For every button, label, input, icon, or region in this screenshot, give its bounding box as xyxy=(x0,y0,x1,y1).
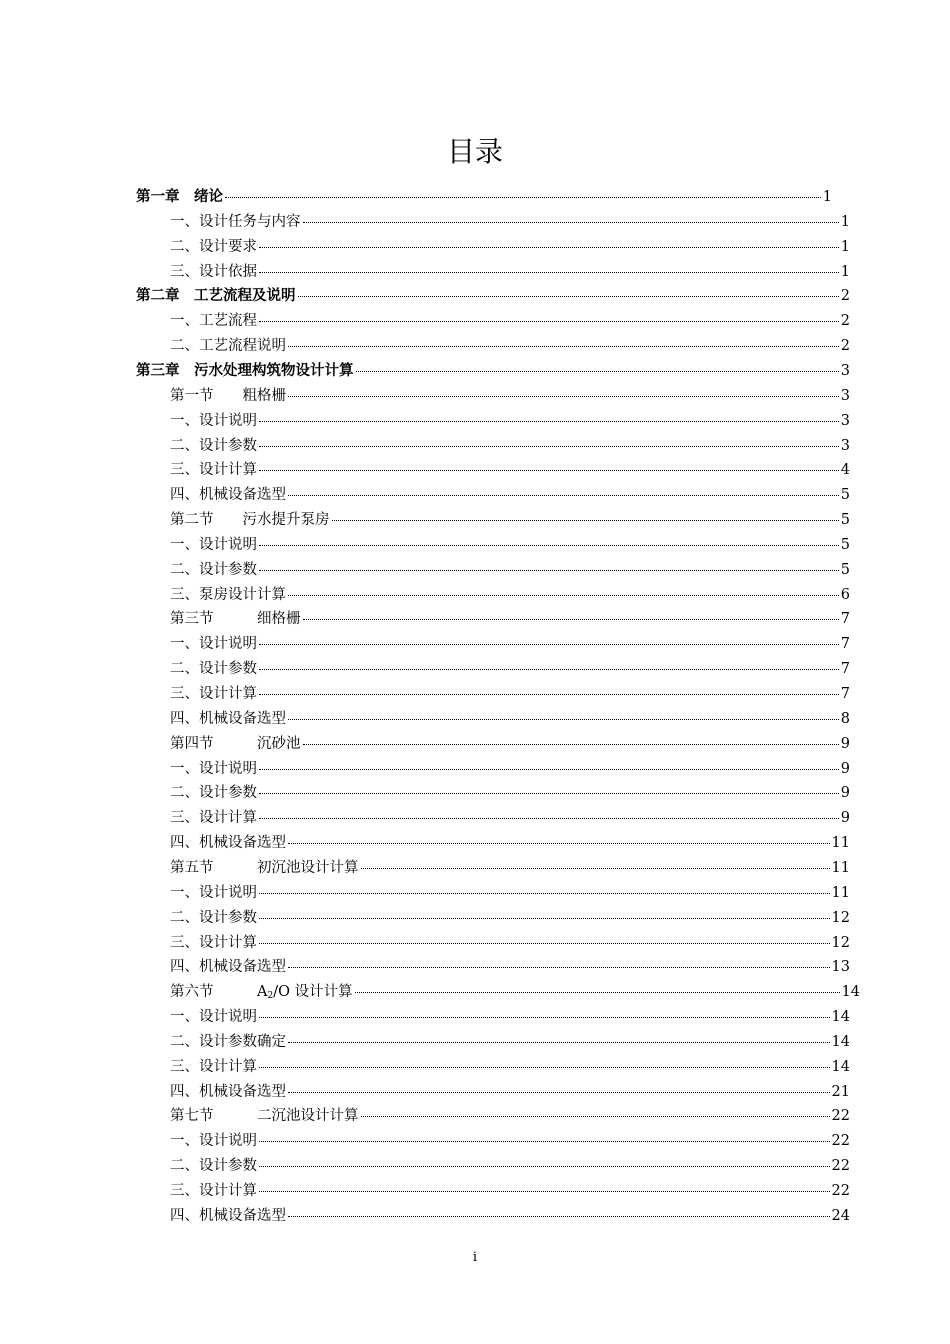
toc-entry-label: 第六节 $A_2/O$ 设计计算 xyxy=(170,984,353,1002)
toc-entry-label: 一、设计说明 xyxy=(170,760,257,777)
toc-leader-dots xyxy=(303,609,839,620)
toc-leader-dots xyxy=(259,460,839,471)
toc-entry-page: 4 xyxy=(840,462,850,479)
toc-leader-dots xyxy=(259,759,839,770)
toc-leader-dots xyxy=(259,237,839,248)
toc-entry-page: 12 xyxy=(831,909,850,926)
toc-entry-page: 24 xyxy=(831,1207,850,1224)
toc-entry-label: 一、设计说明 xyxy=(170,412,257,429)
toc-entry[interactable] xyxy=(170,1155,850,1177)
toc-leader-dots xyxy=(303,734,839,745)
toc-leader-dots xyxy=(259,311,839,322)
toc-entry-label: 一、设计说明 xyxy=(170,536,257,553)
toc-leader-dots xyxy=(288,833,830,844)
toc-entry[interactable] xyxy=(170,1105,850,1127)
toc-entry-page: 22 xyxy=(831,1183,850,1199)
toc-entry-label: 四、机械设备选型 xyxy=(170,1207,286,1224)
toc-entry[interactable] xyxy=(136,360,850,382)
toc-entry-label: 三、设计计算 xyxy=(170,1058,257,1075)
toc-entry[interactable] xyxy=(170,758,850,780)
toc-entry[interactable] xyxy=(170,1205,850,1227)
toc-entry[interactable] xyxy=(170,733,850,755)
toc-entry[interactable] xyxy=(170,882,850,904)
toc-entry[interactable] xyxy=(170,1056,850,1078)
toc-entry[interactable] xyxy=(170,981,860,1003)
toc-leader-dots xyxy=(288,1032,830,1043)
toc-entry-label: 三、设计计算 xyxy=(170,1183,257,1199)
toc-entry-page: 2 xyxy=(840,338,850,355)
toc-entry[interactable] xyxy=(170,385,850,407)
toc-entry-label: 二、工艺流程说明 xyxy=(170,338,286,355)
toc-entry-page: 3 xyxy=(840,412,850,429)
toc-entry[interactable] xyxy=(170,559,850,581)
toc-entry-label: 三、设计计算 xyxy=(170,462,257,479)
toc-leader-dots xyxy=(259,262,839,273)
toc-entry-label: 一、工艺流程 xyxy=(170,313,257,330)
toc-entry-label: 二、设计参数 xyxy=(170,437,257,454)
toc-leader-dots xyxy=(288,1082,830,1093)
toc-entry-page: 2 xyxy=(840,313,850,330)
toc-entry-label: 四、机械设备选型 xyxy=(170,487,286,504)
toc-entry-page: 7 xyxy=(840,686,850,702)
toc-entry-page: 21 xyxy=(831,1083,850,1100)
toc-leader-dots xyxy=(259,411,839,422)
toc-leader-dots xyxy=(259,1007,830,1018)
toc-entry-label: 第二章 工艺流程及说明 xyxy=(136,287,296,305)
toc-leader-dots xyxy=(259,560,839,571)
toc-entry-label: 四、机械设备选型 xyxy=(170,710,286,727)
toc-entry-page: 14 xyxy=(841,984,860,1001)
toc-leader-dots xyxy=(303,212,839,223)
toc-entry-label: 四、机械设备选型 xyxy=(170,1083,286,1100)
toc-leader-dots xyxy=(259,1131,830,1142)
toc-entry-label: 二、设计参数 xyxy=(170,1158,257,1175)
toc-entry[interactable] xyxy=(170,633,850,655)
toc-entry-page: 9 xyxy=(840,760,850,777)
toc-leader-dots xyxy=(225,187,821,198)
toc-entry-page: 11 xyxy=(831,884,850,901)
toc-entry-page: 7 xyxy=(840,636,850,653)
toc-entry-page: 11 xyxy=(831,835,850,852)
toc-entry-page: 7 xyxy=(840,611,850,628)
toc-entry-page: 3 xyxy=(840,437,850,454)
toc-entry-page: 14 xyxy=(831,1058,850,1075)
toc-leader-dots xyxy=(259,634,839,645)
toc-entry-page: 1 xyxy=(840,213,850,230)
toc-entry-page: 22 xyxy=(831,1133,850,1150)
toc-entry[interactable] xyxy=(170,1180,850,1202)
toc-entry[interactable] xyxy=(170,261,850,283)
toc-entry-label: 第三节 细格栅 xyxy=(170,611,301,628)
page-title: 目录 xyxy=(446,135,503,168)
toc-entry[interactable] xyxy=(170,956,850,978)
toc-leader-dots xyxy=(259,659,839,670)
toc-entry-label: 四、机械设备选型 xyxy=(170,959,286,976)
toc-leader-dots xyxy=(361,858,830,869)
toc-leader-dots xyxy=(259,684,839,695)
toc-entry[interactable] xyxy=(170,484,850,506)
toc-entry-page: 3 xyxy=(840,362,850,379)
toc-entry[interactable] xyxy=(170,211,850,233)
toc-entry-page: 1 xyxy=(840,238,850,255)
toc-entry[interactable] xyxy=(136,285,850,307)
toc-entry-label: 二、设计参数 xyxy=(170,661,257,678)
toc-entry[interactable] xyxy=(170,410,850,432)
toc-entry-label: 一、设计说明 xyxy=(170,1009,257,1026)
toc-entry-page: 9 xyxy=(840,735,850,752)
toc-entry-page: 5 xyxy=(840,512,850,529)
toc-leader-dots xyxy=(259,908,830,919)
toc-entry-label: 二、设计要求 xyxy=(170,238,257,255)
toc-entry[interactable] xyxy=(170,509,850,531)
toc-leader-dots xyxy=(288,709,839,720)
toc-entry-page: 13 xyxy=(831,959,850,976)
toc-leader-dots xyxy=(288,1206,830,1217)
toc-entry-label: 三、泵房设计计算 xyxy=(170,586,286,603)
toc-entry-label: 第四节 沉砂池 xyxy=(170,735,301,752)
toc-entry[interactable] xyxy=(170,1081,850,1103)
toc-entry-label: 三、设计计算 xyxy=(170,934,257,951)
toc-entry-label: 一、设计说明 xyxy=(170,884,257,901)
toc-entry[interactable] xyxy=(170,534,850,556)
toc-leader-dots xyxy=(259,1156,830,1167)
toc-entry[interactable] xyxy=(170,683,850,705)
toc-entry-page: 2 xyxy=(840,288,850,305)
toc-entry-label: 第五节 初沉池设计计算 xyxy=(170,859,359,876)
toc-entry-label: 三、设计计算 xyxy=(170,686,257,702)
toc-leader-dots xyxy=(288,957,830,968)
toc-entry-page: 1 xyxy=(822,189,832,205)
toc-entry[interactable] xyxy=(170,1130,850,1152)
toc-entry[interactable] xyxy=(170,832,850,854)
toc-leader-dots xyxy=(259,535,839,546)
toc-entry[interactable] xyxy=(170,584,850,606)
toc-entry[interactable] xyxy=(136,186,832,208)
toc-entry[interactable] xyxy=(170,708,850,730)
toc-entry-page: 6 xyxy=(840,586,850,603)
toc-entry[interactable] xyxy=(170,932,850,954)
toc-entry-label: 二、设计参数 xyxy=(170,785,257,802)
toc-leader-dots xyxy=(356,361,839,372)
toc-entry-page: 5 xyxy=(840,561,850,578)
toc-entry-page: 9 xyxy=(840,785,850,802)
toc-entry-page: 5 xyxy=(840,536,850,553)
toc-entry-page: 22 xyxy=(831,1108,850,1125)
toc-leader-dots xyxy=(259,783,839,794)
toc-entry-page: 8 xyxy=(840,710,850,727)
toc-entry-page: 12 xyxy=(831,934,850,951)
toc-leader-dots xyxy=(259,933,830,944)
toc-leader-dots xyxy=(288,336,839,347)
toc-entry-label: 一、设计说明 xyxy=(170,1133,257,1150)
toc-leader-dots xyxy=(259,436,839,447)
toc-entry-label: 一、设计说明 xyxy=(170,636,257,653)
toc-entry-page: 5 xyxy=(840,487,850,504)
toc-entry-label: 第二节 污水提升泵房 xyxy=(170,512,330,529)
toc-entry-label: 一、设计任务与内容 xyxy=(170,213,301,230)
toc-entry[interactable] xyxy=(170,236,850,258)
toc-entry-page: 7 xyxy=(840,661,850,678)
toc-leader-dots xyxy=(259,808,839,819)
toc-entry-label: 第三章 污水处理构筑物设计计算 xyxy=(136,361,354,379)
toc-leader-dots xyxy=(361,1106,830,1117)
toc-leader-dots xyxy=(259,883,830,894)
toc-entry[interactable] xyxy=(170,310,850,332)
toc-leader-dots xyxy=(259,1057,830,1068)
toc-entry-label: 二、设计参数确定 xyxy=(170,1033,286,1050)
page-number-footer: i xyxy=(472,1250,478,1265)
toc-entry[interactable] xyxy=(170,857,850,879)
toc-leader-dots xyxy=(259,1181,830,1192)
toc-entry-label: 三、设计计算 xyxy=(170,810,257,827)
toc-entry-label: 三、设计依据 xyxy=(170,263,257,280)
toc-entry-page: 11 xyxy=(831,859,850,876)
toc-entry-label: 四、机械设备选型 xyxy=(170,835,286,852)
toc-entry[interactable] xyxy=(170,782,850,804)
toc-entry-page: 22 xyxy=(831,1158,850,1175)
toc-entry-label: 第一章 绪论 xyxy=(136,188,223,205)
toc-entry-label: 二、设计参数 xyxy=(170,561,257,578)
toc-entry[interactable] xyxy=(170,807,850,829)
toc-entry-label: 第一节 粗格栅 xyxy=(170,387,286,404)
toc-entry-page: 1 xyxy=(840,263,850,280)
toc-leader-dots xyxy=(355,982,840,993)
toc-entry[interactable] xyxy=(170,335,850,357)
toc-entry[interactable] xyxy=(170,1006,850,1028)
toc-entry-page: 9 xyxy=(840,810,850,827)
toc-entry[interactable] xyxy=(170,435,850,457)
toc-entry-page: 3 xyxy=(840,387,850,404)
toc-leader-dots xyxy=(332,510,839,521)
toc-entry[interactable] xyxy=(170,907,850,929)
toc-entry[interactable] xyxy=(170,1031,850,1053)
toc-entry-label: 二、设计参数 xyxy=(170,909,257,926)
toc-entry-page: 14 xyxy=(831,1033,850,1050)
toc-leader-dots xyxy=(298,286,839,297)
toc-entry-label: 第七节 二沉池设计计算 xyxy=(170,1108,359,1125)
toc-leader-dots xyxy=(288,585,839,596)
toc-entry[interactable] xyxy=(170,459,850,481)
toc-entry[interactable] xyxy=(170,608,850,630)
toc-leader-dots xyxy=(288,386,839,397)
toc-entry[interactable] xyxy=(170,658,850,680)
toc-entry-page: 14 xyxy=(831,1009,850,1026)
toc-leader-dots xyxy=(288,485,839,496)
